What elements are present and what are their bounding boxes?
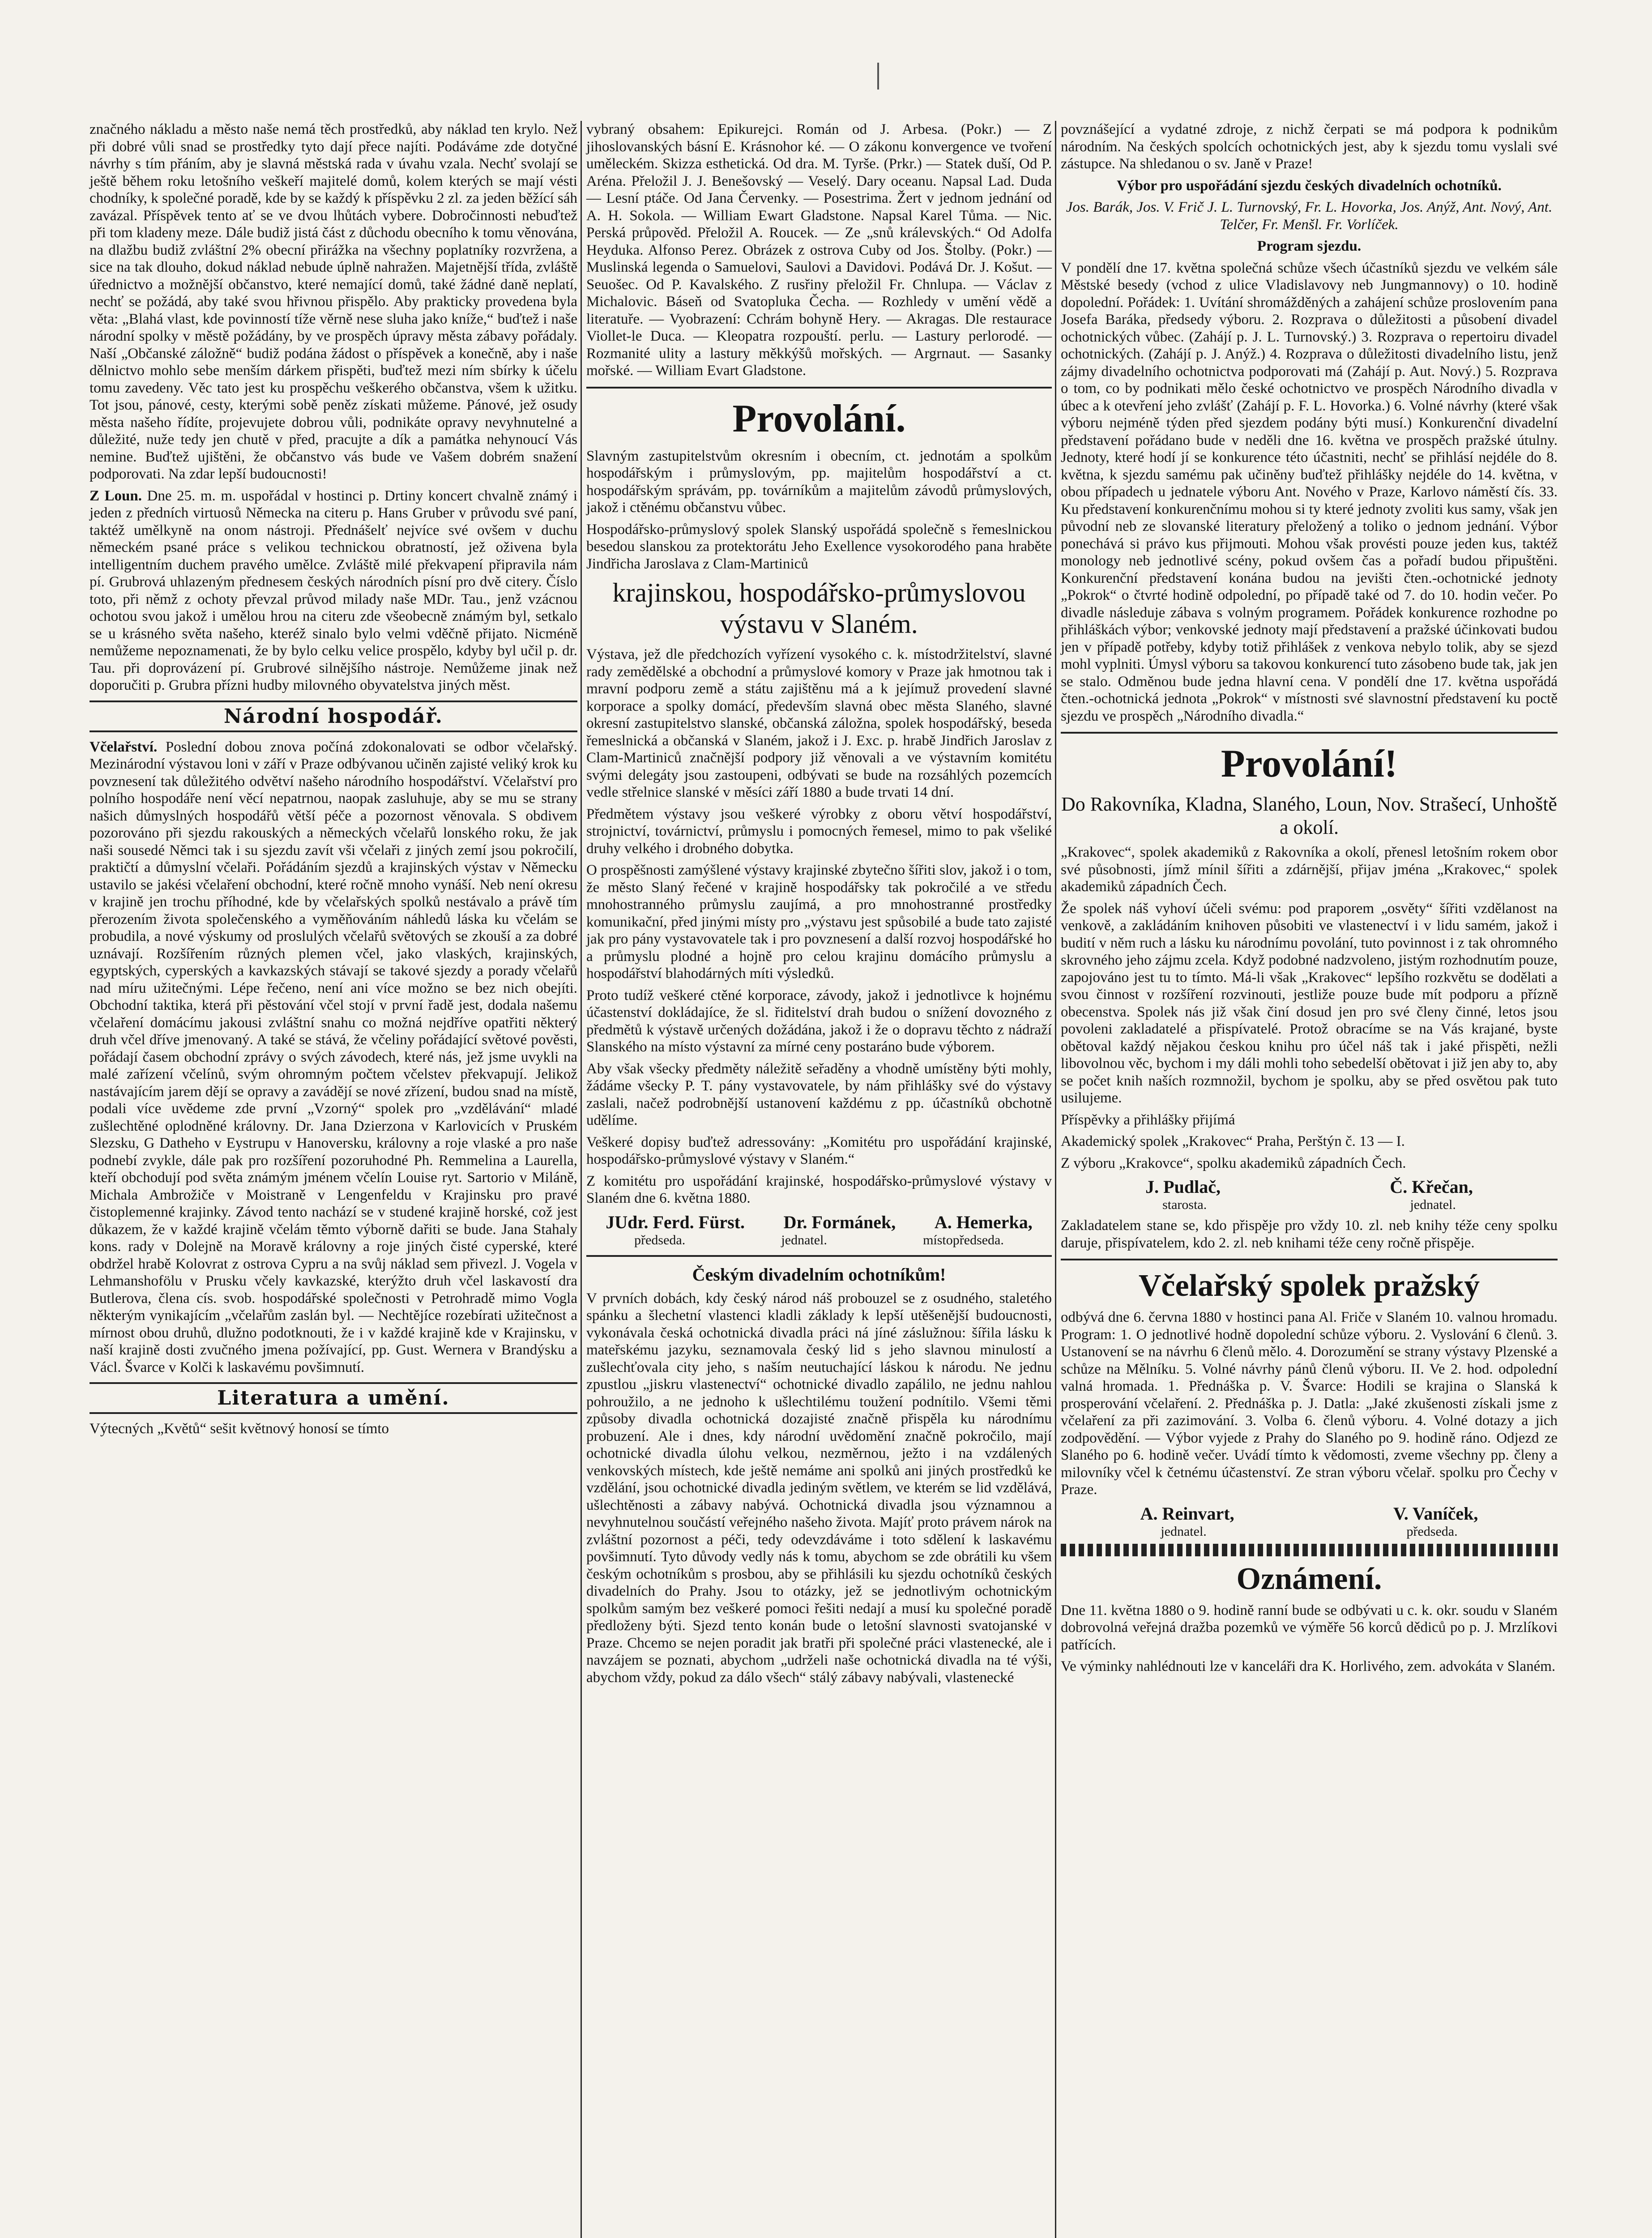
heading-provolani: Provolání. xyxy=(732,397,906,440)
column-left xyxy=(90,121,577,1442)
signature-role: jednatel. xyxy=(1161,1524,1207,1539)
krakovec-p3: Příspěvky a přihlášky přijímá xyxy=(1061,1111,1235,1128)
signatures-vcelari xyxy=(1061,1503,1558,1524)
ad-vystava-p1: Výstava, jež dle předchozích vyřízení vysokého c. k. místodržitelství, slavné rady zemědělské a obchodní a průmyslové komory v Praze jak hmotnou tak i mravní podporu země a státu zajištěnu má a k jejímuž provedení slavné korporace a spolky domácí, především slavná obec města Slaného, slavné okresní zastupitelstvo slanské, občanská záložna, spolek hospodářský, beseda řemeslnická a občanská v Slaném, jakož i J. Exc. p. hrabě Jindřich Jaroslav z Clam-Martiniců značnější podpory již věnovali a ve výstavním komitétu svými delegáty jsou zastoupeni, odbývati se bude na rozsáhlých pozemcích vedle střelnice slanské v měsíci září 1880 a bude trvati 14 dní. xyxy=(586,646,1052,800)
signature: J. Pudlač, xyxy=(1145,1177,1221,1197)
article-kvety-contents: vybraný obsahem: Epikurejci. Román od J. Arbesa. (Pokr.) — Z jihoslovanských básní E. Krásnohor ké. — O zákonu konvergence ve tvoření uměleckém. Skizza esthetická. Od dra. M. Tyrše. (Prkr.) — Statek duší, Od P. Aréna. Přeložil J. J. Benešovský — Veselý. Dary oceanu. Napsal Lad. Duda — Lesní ptáče. Od Jana Červenky. — Posestrima. Žert v jednom jednání od A. H. Sokola. — William Ewart Gladstone. Napsal Karel Tůma. — Nic. Perská průpověd. Přeložil A. Roucek. — Ze „snů králevských.“ Od Adolfa Heyduka. Alfonso Perez. Obrázek z ostrova Cuby od Jos. Štolby. (Pokr.) — Muslinská legenda o Samuelovi, Saulovi a Davidovi. Podává Dr. J. Košut. — Seuošec. Od P. Kavalského. Z rusřiny přeložil Fr. Chnlupa. — Václav z Michalovic. Báseň od Svatopluka Čecha. — Rozhledy v umění vědě a literatuře. — Vyobrazení: Cchrám bohyně Hery. — Akragas. Dle restaurace Viollet-le Duca. — Kleopatra rozpouští. perlu. — Lastury perlorodé. — Rozmanité ulity a lastury měkkýšů mořských. — Argrnaut. — Sasanky mořské. — William Evart Gladstone. xyxy=(586,121,1052,379)
krakovec-p2: Že spolek náš vyhoví účeli svému: pod praporem „osvěty“ šířiti vzdělanost na venkově, a zakládáním knihoven působiti ve vlastenectví i v lidu samém, jakož i budití v něm ruch a lásku ku národnímu povolání, tuto povinnost i z tak ohromného skrovného jeho zájmu zcela. Když podobné nadzvoleno, jistým rozhodnutím pouze, zapojováno jest tu to tímto. Má-li však „Krakovec“ lepšího rozkvětu se dodělati a svou činnost v rozšíření rozvinouti, jestliže pouze bude mít podporu a přízně obecenstva. Spolek nás již však činí dosud jen pro své členy činné, letos jsou povoleni zakladatelé a přispívatelé. Protož obracíme se na Vás krajané, byste obětoval každý nějakou českou knihu pro účel náš tak i jaké přispěti, nežli libovolnou věc, bychom i my dáli mohli toho sebedelší obětovat i již jen aby to, aby se počet knih naších rozmnožil, bychom je spolku, aby se před osvětou pak tuto usilujeme. xyxy=(1061,900,1558,1106)
heading-vcelarsky-spolek: Včelařský spolek pražský xyxy=(1138,1268,1480,1303)
krakovec-p5: Z výboru „Krakovce“, spolku akademiků západních Čech. xyxy=(1061,1155,1406,1171)
signature: V. Vaníček, xyxy=(1393,1503,1478,1524)
ornamental-border xyxy=(1061,1544,1558,1556)
section-header-literatura: Literatura a umění. xyxy=(90,1382,577,1414)
committee-title: Výbor pro uspořádání sjezdu českých divadelních ochotníků. xyxy=(1117,177,1502,194)
column-rule-right xyxy=(1055,121,1056,2238)
signature: Č. Křečan, xyxy=(1390,1177,1473,1197)
divider xyxy=(586,387,1052,389)
divider xyxy=(1061,1259,1558,1260)
ad-organizer: Hospodářsko-průmyslový spolek Slanský uspořádá společně s řemeslnickou besedou slanskou za protektorátu Jeho Exellence vysokorodého pana hraběte Jindřicha Jaroslava z Clam-Martiniců xyxy=(586,521,1052,572)
article-ochotnici-cont: povznášející a vydatné zdroje, z nichž čerpati se má podpora k podnikům národním. Na českých spolcích ochotnických jest, aby k sjezdu tomu vyslali své zástupce. Na shledanou o sv. Janě v Praze! xyxy=(1061,121,1558,172)
heading-ochotnici: Českým divadelním ochotníkům! xyxy=(692,1264,946,1285)
signatures-krakovec xyxy=(1061,1176,1558,1197)
article-vcelarstvi xyxy=(90,739,577,1376)
column-middle xyxy=(586,121,1052,1691)
signature-role: místopředseda. xyxy=(923,1232,1004,1247)
article-ochotnici: V prvních dobách, kdy český národ náš probouzel se z osudného, staletého spánku a šlechetní vlastenci kladli základy k lepší utěšenější budoucnosti, vykonávala česká ochotnická divadla práci ná jíné záslužnou: šířila lásku k mateřskému jazyku, seznamovala český lid s jeho slavnou minulostí a zušlechťovala city jeho, s naším neutuchající láskou k národu. Ne jednu zpustlou „jiskru vlastenectví“ ochotnické divadlo zapálilo, ne jednu nahlou pohroužilo, a ne jednoho k ušlechtilému toužení podnítilo. Všemi těmi způsoby divadla ochotnická dozajisté značně přispěla ku národnímu probuzení. Ale i dnes, kdy národní uvědomění značně pokročilo, mají ochotnické divadla úlohu velkou, nezměrnou, ježto i na vzdálených venkovských místech, kde ještě nemáme ani spolků ani jiných prostředků ke vzdělání, jsou ochotnické divadla jediným světlem, ve kterém se lid vzdělává, ušlechtěnosti a zábavy nabývá. Ochotnická divadla jsou významnou a nevyhnutelnou součástí veřejného našeho života. Majíť proto právem nárok na zvláštní pozornost a péči, tedy odevzdáváme i toto sdělení k laskavému povšimnutí. Tyto důvody vedly nás k tomu, abychom se zde obrátili ku všem českým ochotníkům s prosbou, aby se přihlásili ku sjezdu ochotníků českých divadelních do Prahy. Jsou to otázky, jež se jednotlivým ochotnickým spolkům samým bez veškeré pomoci řešiti nedají a musí ku společné poradě předloženy býti. Sjezd tento konán bude o letošní slavnosti svatojanské v Praze. Chcemo se nejen poradit jak bratři při společné práci vlastenecké, ale i navzájem se poznati, abychom „udrželi naše ochotnická divadla na té výši, abychom vždy, pokud za dálo všech“ stálý zábavy nabývali, vlastenecké xyxy=(586,1290,1052,1686)
article-kvety: Výtecných „Květů“ sešit květnový honosí se tímto xyxy=(90,1421,389,1437)
program-text: V pondělí dne 17. května společná schůze všech účastníků sjezdu ve velkém sále Městské besedy (vchod z ulice Vladislavovy neb Jungmannovy) o 10. hodině dopolední. Pořádek: 1. Uvítání shromážděných a zahájení schůze proslovením pana Josefa Baráka, předsedy výboru. 2. Rozprava o důležitosti a působení divadel ochotnických vůbec. (Zahájí p. J. L. Turnovský.) 3. Rozprava o repertoiru divadel ochotnických. (Zahájí p. J. Anýž.) 4. Rozprava o důležitosti divadelního listu, jenž zájmy divadelního ochotnictva podporovati má (Zahájí p. Aut. Nový.) 5. Rozprava o tom, co by podnikati mělo české ochotnictvo ve prospěch Národního divadla v úbec a k otevření jeho zvlášť (Zahájí p. F. L. Hovorka.) 6. Volné návrhy (které však výboru nejméně týden před sjezdem podány býti musí.) Konkurenční divadelní představení pořádano bude v neděli dne 16. května ve prospěch pražské útulny. Jednoty, které hodí jí se konkurence této účastniti, nechť se přihlásí nejdéle do 8. května, k sjezdu samému pak učiněny buďtež přihlášky nejdéle do 14. května, v obou případech u jednatele výboru Ant. Nového v Praze, Karlovo náměstí čís. 33. Ku představení konkurenčnímu mohou si ty které jednoty zvoliti kus samy, však jen původní neb ze slovanské literatury přeložený a toliko o jednom jednání. Výbor ponechává si právo kus přijmouti. Mohou však provésti pouze jeden kus, taktéž monology neb jednotlivé scény, pokud ovšem čas a pořadí budou připuštěni. Konkurenční představení konána budou na jevišti čten.-ochotnické jednoty „Pokrok“ o čtvrté hodině odpolední, po případě také od 7. do 10. hodin večer. Po divadle následuje zábava s volným programem. Pořádek konkurence rozhodne po přihláškách výbor; venkovské jednoty mají představení a pražské účinkovati budou jen v případě potřeby, kdyby totiž přihlášek z venkova nebylo tolik, aby se sjezd mohl vyplniti. Úmysl výboru sa takovou konkurencí tuto zásobeno bude tak, jak jen se stalo. Odměnou bude jedna hlavní cena. V pondělí dne 17. května uspořádá čten.-ochotnická jednota „Pokrok“ v místnosti své slavnostní představení ku poctě sjezdu ve prospěch „Národního divadla.“ xyxy=(1061,260,1558,724)
page-mark xyxy=(877,63,879,90)
signature-role: předseda. xyxy=(634,1232,686,1247)
divider xyxy=(586,1255,1052,1257)
section-header-hospodar: Národní hospodář. xyxy=(90,700,577,732)
oznameni-p1: Dne 11. května 1880 o 9. hodině ranní bude se odbývati u c. k. okr. soudu v Slaném dobrovolná veřejná dražba pozemků ve výměře 56 korců dědiců po p. J. Mrzlíkovi patřících. xyxy=(1061,1602,1558,1653)
article-vcelarstvi-text: Poslední dobou znova počíná zdokonalovati se odbor včelařský. Mezinárodní výstavou loni v září v Praze odbývanou učiněn zajisté veliký krok ku povznesení tak důležitého odvětví našeho národního hospodářství. Včelařství pro polního hospodáře není věcí nepatrnou, naopak zasluhuje, aby se mu se strany našich důmyslných hospodářů větší péče a pozornost věnovala. S obdivem pozorováno při sjezdu rakouských a německých včelařů lonského roku, že jak naši sousedé Němci tak i su sjezdu zavít vši včelaři z jiných zemí jsou pokročilí, praktičtí a důmyslní včelaři. Pořádáním sjezdů a krajinských výstav v Německu ustavilo se jakési včelaření obchodní, které ročně mnoho vynáší. Neb není okresu v krajině jen trochu příhodné, kde by včelařských spolků nestávalo a právě tím přerozením života společenského a vyměňováním náhledů láska ku včelám se probudila, a nové výskumy od proslulých včelařů světových se zkouší a za dobré uznávají. Rozšířením různých plemen včel, jako vlaských, krajinských, egyptských, cyperských a kavkazských stávají se takové sjezdy a porady včelařů nad míru užitečnými. Lépe řečeno, není ani více možno se bez nich obejíti. Obchodní taktika, která při pěstování včel stojí v první řadě jest, dodala našemu včelaření domácímu jakousi zvláštní snahu co možná nejdříve opatřiti některý druh včel dříve jmenovaný. A také se stává, že včeliny pořádající světové pověsti, pořádají časem obchodní zprávy o svých závodech, které nás, jež jsme uvykli na malé zařízení včelínů, svým ohromným počtem včelstev překvapují. Jelikož nastávajícím jarem dějí se opravy a zavádějí se nové zřízení, budou snad na místě, podali více uvědeme zde první „Vzorný“ spolek pro „vzdělávání“ mladé zušlechtěné oplodněné královny. Dr. Jana Dzierzona v Karlovicích v Pruském Slezsku, G Datheho v Eystrupu v Hanoversku, královny a roje vlaské a pro naše podnebí zvykle, dále pak pro rozšíření pozoruhodné Ph. Remmelina a Laurella, kteří obchodují pod světa známým jménem včelín Louise ryt. Sartorio v Miláně, Michala Ambrožiče v Moistraně v Lengenfeldu v Krajinsku pro pravé čistoplemenné krajinky. Závod tento nachází se v studené krajině horské, což jest důkazem, že v každé krajině včelám těmto výborně dařiti se bude. Jana Stahaly kons. rady v Dolejně na Moravě královny a roje jiných čisté cyperské, které obdržel hrabě Kolovrat z ostrova Cypru a na svůj náklad sem přivezl. J. Vogela v Lehmanshofölu v Prusku včely kavkazské, kterýžto druh včel laskavostí dra Butlerova, člena cís. svob. hospodářské společnosti v Petrohradě mimo Vogla některým vynikajícím „včelařům zaslán byl. — Nechtějíce rozebírati užitečnost a mírnost obou druhů, dlužno podotknouti, že i v každé krajině kde v Krajinsku, v naší krajině dosti zvučného jmena požívající, pp. Gust. Wernera v Brandýsku a Václ. Švarce v Kolči k laskavému povšimnutí. xyxy=(90,739,577,1375)
krakovec-p1: „Krakovec“, spolek akademiků z Rakovníka a okolí, přenesl letošním rokem obor své působnosti, jímž mínil šířiti a zdárnější, přijav jména „Krakovec,“ spolek akademiků západních Čech. xyxy=(1061,844,1558,895)
ad-vystava-p2: Předmětem výstavy jsou veškeré výrobky z oboru větví hospodářství, strojnictví, továrnictví, průmyslu i pomocných řemesel, mimo to pak všeliké druhy velkého i drobného dobytka. xyxy=(586,806,1052,857)
oznameni-p2: Ve výminky nahlédnouti lze v kanceláři dra K. Horlivého, zem. advokáta v Slaném. xyxy=(1061,1658,1556,1674)
ad-vystava-p4: Proto tudíž veškeré ctěné korporace, závody, jakož i jednotlivce k hojnému účastenství dokládajíce, že sl. řiditelství drah budou o snížení dovozného z předmětů k výstavě určených dožádána, jakož i že o dopravu těchto z nádraží Slanského na místo výstavní za mírné ceny postaráno bude výborem. xyxy=(586,987,1052,1055)
krakovec-p4: Akademický spolek „Krakovec“ Praha, Perštýn č. 13 — I. xyxy=(1061,1133,1405,1149)
signature-roles xyxy=(1061,1197,1558,1213)
signature: A. Hemerka, xyxy=(934,1212,1033,1232)
heading-vystava: krajinskou, hospodářsko-průmyslovou výstavu v Slaném. xyxy=(612,578,1026,639)
vcelarsky-text: odbývá dne 6. června 1880 v hostinci pana Al. Friče v Slaném 10. valnou hromadu. Program: 1. O jednotlivé hodně dopolední schůze výboru. 2. Vyslování 6 členů. 3. Ustanovení se na návrhu 6 členů mělo. 4. Dorozumění se strany výstavy Plzenské a schůze na Mělníku. 5. Volné návrhy pánů členů výboru. II. Ve 2. hod. odpolední valná hromada. 1. Přednáška p. V. Švarce: Hodili se krajina o Slanská k prosperování včelaření. 2. Přednáška p. J. Datla: „Jaké zkušenosti získali jsme z včelaření za při zazimování. 3. Volba 6. členů výboru. 4. Volné dotazy a jich zodpovědění. — Výbor vyjede z Prahy do Slaného po 9. hodině ráno. Odjezd ze Slaného po 6. hodině večer. Uvádí tímto k vědomosti, zveme všechny pp. členy a milovníky včel k četnému účastenství. Ze stran výboru včelař. spolku pro Čechy v Praze. xyxy=(1061,1309,1558,1498)
signature-role: starosta. xyxy=(1162,1197,1207,1212)
column-rule-left xyxy=(581,121,582,2238)
signature-roles xyxy=(586,1233,1052,1248)
committee-members: Jos. Barák, Jos. V. Frič J. L. Turnovský, Fr. L. Hovorka, Jos. Anýž, Ant. Nový, Ant. Telčer, Fr. Menšl. Fr. Vorlíček. xyxy=(1066,199,1553,233)
article-vcelarstvi-lead: Včelařství. xyxy=(90,739,158,755)
ad-address: Slavným zastupitelstvům okresním i obecním, ct. jednotám a spolkům hospodářským i průmyslovým, pp. majitelům hospodářství a ct. hospodářským správám, pp. továrníkům a majitelům závodů průmyslových, jakož i ctěnému občanstvu vůbec. xyxy=(586,448,1052,516)
column-right xyxy=(1061,121,1558,1680)
article-louny-text: Dne 25. m. m. uspořádal v hostinci p. Drtiny koncert chvalně známý i jeden z předních virtuosů Německa na citeru p. Hans Gruber v průvodu své paní, taktéž umělkyně na onom nástroji. Přednášelť nejvíce své ovšem v duchu německém psané práce s velikou technickou obratností, jež oživena byla intelligentním duchem pravého umělce. Zvláště milé překvapení připravila nám pí. Grubrová uhlazeným přednesem českých národních písní pro dvě citery. Číslo toto, při němž z ochoty převzal průvod milady naše MDr. Tau., jenž vzácnou ochotou svou jakož i umělou hrou na citeru zde všeobecně známým byl, setkalo se u krásného světa našeho, kteréž sinalo bylo velmi vděčně přijato. Nicméně nemůžeme nepoznamenati, že by bylo celku velice prospělo, kdyby byl učil p. dr. Tau. při doprovázení pí. Grubrové silnějšího nástroje. Nemůžeme jinak než doporučiti p. Grubra přízni hudby milovného obyvatelstva jiných měst. xyxy=(90,487,578,693)
signature: A. Reinvart, xyxy=(1140,1503,1234,1524)
article-louny-lead: Z Loun. xyxy=(90,487,142,504)
signature-roles xyxy=(1061,1524,1558,1539)
signatures-komitet xyxy=(586,1212,1052,1233)
signature-role: předseda. xyxy=(1406,1524,1458,1539)
ad-vystava-p6: Veškeré dopisy buďtež adressovány: „Komitétu pro uspořádání krajinské, hospodářsko-průmyslové výstavy v Slaném.“ xyxy=(586,1134,1052,1167)
heading-oznameni: Oznámení. xyxy=(1236,1561,1382,1596)
ad-vystava-p5: Aby však všecky předměty náležitě seřaděny a vhodně umístěny býti mohly, žádáme všecky P. T. pány vystavovatele, by nám přihlášky své do výstavy zaslali, načež podrobnější ustanovení každému z pp. účastníků obchotně udělíme. xyxy=(586,1060,1052,1128)
signature: JUdr. Ferd. Fürst. xyxy=(606,1212,745,1232)
ad-vystava-p3: O prospěšnosti zamýšlené výstavy krajinské zbytečno šířiti slov, jakož i o tom, že město Slaný řečené v krajině hospodářsky tak pokročilé a ve středu mnohostranného průmyslu zaujímá, a pro mnohostranné prostředky komunikační, před jinými místy pro „výstavu jest spůsobilé a bude tato zajisté jak pro pány vystavovatele tak i pro povznesení a další rozvoj hospodářské ho a průmyslu plodné a hojně pro celou krajinu domácího průmyslu a hospodářství blahodárných míti výsledků. xyxy=(586,862,1052,982)
signature-role: jednatel. xyxy=(781,1232,827,1247)
ad-vystava-p7: Z komitétu pro uspořádání krajinské, hospodářsko-průmyslové výstavy v Slaném dne 6. května 1880. xyxy=(586,1173,1052,1206)
article-louny xyxy=(90,487,577,694)
article-chodniky: značného nákladu a město naše nemá těch prostředků, aby náklad ten krylo. Než při dobré vůli snad se prostředky tyto dají přece najíti. Podáváme zde dotyčné návrhy s tím přáním, aby je slavná městská rada v úvahu vzala. Nechť svolají se ještě během roku letošního veškeří majitelé domů, kolem kterých se mají vésti chodníky, k společné poradě, kde by se každý k příspěvku 2 zl. za jeden běžící sáh zavázal. Příspěvek tento ať se ve dvou lhůtách vybere. Dobročinnosti nebuďtež při tom kladeny meze. Dále budiž jistá část z důchodu obecního k tomu věnována, na dlažbu budiž zvláštní 2% obecní přirážka na všechny poplatníky rozvržena, a sice na tak dlouho, dokud náklad nebude úplně nahražen. Majetnější třída, zvláště úřednictvo a možnější občanstvo, které nemající domů, také žádné daně neplatí, nechť se požádá, aby také svou hřivnou přispělo. Aby prakticky provedena byla věta: „Blahá vlast, kde povinností tíže věrně nese sluha jako kníže,“ buďtež i naše národní spolky v městě požádány, by ve prospěch úpravy města zábavy pořádaly. Naší „Občanské záložně“ budiž podána žádost o příspěvek a konečně, aby i naše dělnictvo mohlo sebe menším dárkem přispěti, buďtež mezi ním sbírky k účelu tomu zavedeny. Věc tato jest ku prospěchu veškerého občanstva, všem k užitku. Tot jsou, pánové, cesty, kterými sobě peněz získati můžeme. Pánové, jež osudy města našeho řídíte, projevujete dobrou vůli, podnikáte opravy nevyhnutelné a důležité, nuže tedy jen chutě v před, pracujte a dík a památka nehynoucí Vás nemine. Buďtež ujištěni, že občanstvo vás bude ve Vašem dobrém snažení podporovati. Na zdar lepší budoucnosti! xyxy=(90,121,577,482)
signature-role: jednatel. xyxy=(1410,1197,1456,1212)
divider xyxy=(1061,732,1558,734)
krakovec-subtitle: Do Rakovníka, Kladna, Slaného, Loun, Nov. Strašecí, Unhoště a okolí. xyxy=(1061,793,1557,838)
signature: Dr. Formánek, xyxy=(783,1212,896,1232)
program-title: Program sjezdu. xyxy=(1257,238,1362,254)
krakovec-p6: Zakladatelem stane se, kdo přispěje pro vždy 10. zl. neb knihy téže ceny spolku daruje, přispívatelem, kdo 2. zl. neb knihami téže ceny ročně přispěje. xyxy=(1061,1217,1558,1251)
heading-provolani-2: Provolání! xyxy=(1221,742,1398,786)
